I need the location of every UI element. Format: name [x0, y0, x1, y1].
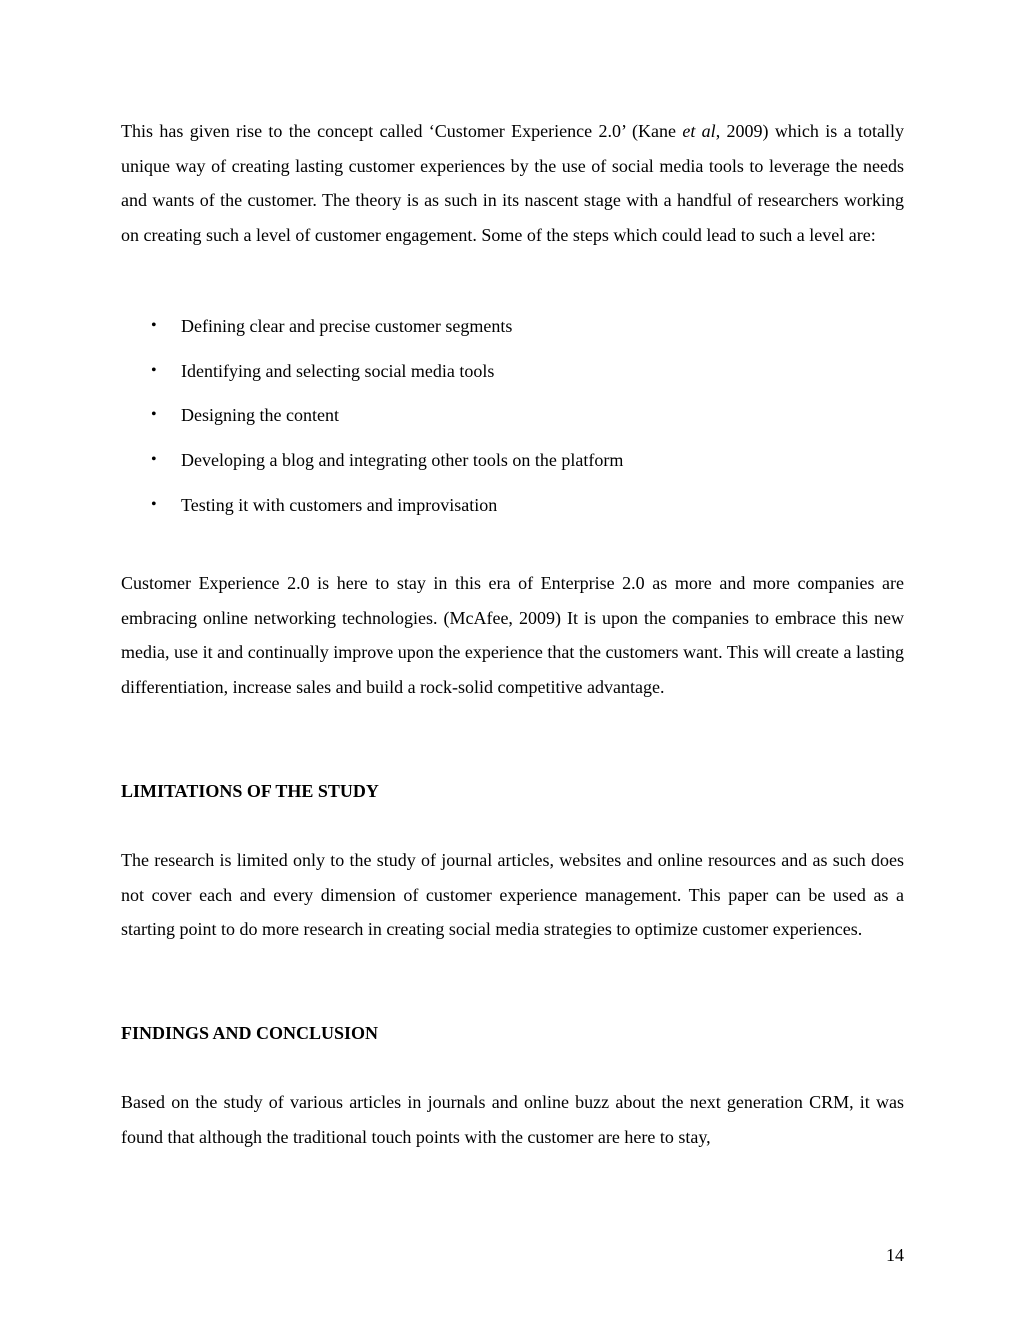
list-item-text: Identifying and selecting social media tools: [181, 360, 495, 381]
bullet-icon: •: [151, 451, 157, 469]
intro-text-start: This has given rise to the concept called ‘Customer Experience 2.0’ (Kane: [121, 121, 683, 141]
list-item-text: Developing a blog and integrating other tools on the platform: [181, 450, 624, 471]
bullet-icon: •: [151, 361, 157, 379]
list-item: [121, 443, 904, 488]
bullet-icon: •: [151, 317, 157, 334]
findings-heading: FINDINGS AND CONCLUSION: [121, 1023, 379, 1043]
limitations-heading: LIMITATIONS OF THE STUDY: [121, 781, 379, 801]
list-item-text: Designing the content: [181, 405, 339, 426]
list-item: [121, 354, 904, 399]
steps-list: [121, 309, 904, 532]
bullet-icon: •: [151, 406, 157, 424]
list-item: [121, 309, 904, 354]
list-item: [121, 488, 904, 533]
enterprise-paragraph: Customer Experience 2.0 is here to stay in this era of Enterprise 2.0 as more and more companies are embracing online networking technologies. (McAfee, 2009) It is upon the companies to embrace this new media, use it and continually improve upon the experience that the customers want. This will create a lasting differentiation, increase sales and build a rock-solid competitive advantage.: [121, 573, 904, 697]
limitations-paragraph: The research is limited only to the study of journal articles, websites and online resources and as such does not cover each and every dimension of customer experience management. This paper can be used as a starting point to do more research in creating social media strategies to optimize customer experiences.: [121, 850, 904, 940]
intro-text-end: , 2009) which is a totally unique way of creating lasting customer experiences by the use of social media tools to leverage the needs and wants of the customer. The theory is as such in its nascent stage with a handful of researchers working on creating such a level of customer engagement. Some of the steps which could lead to such a level are:: [121, 121, 904, 245]
bullet-icon: •: [151, 495, 157, 513]
list-item-text: Testing it with customers and improvisation: [181, 494, 498, 515]
findings-paragraph: Based on the study of various articles in journals and online buzz about the next generation CRM, it was found that although the traditional touch points with the customer are here to stay,: [121, 1092, 904, 1147]
list-item-text: Defining clear and precise customer segments: [181, 316, 513, 336]
citation-italic: et al: [682, 121, 716, 141]
intro-paragraph: [121, 114, 904, 252]
page-number: 14: [886, 1245, 904, 1265]
list-item: [121, 398, 904, 443]
